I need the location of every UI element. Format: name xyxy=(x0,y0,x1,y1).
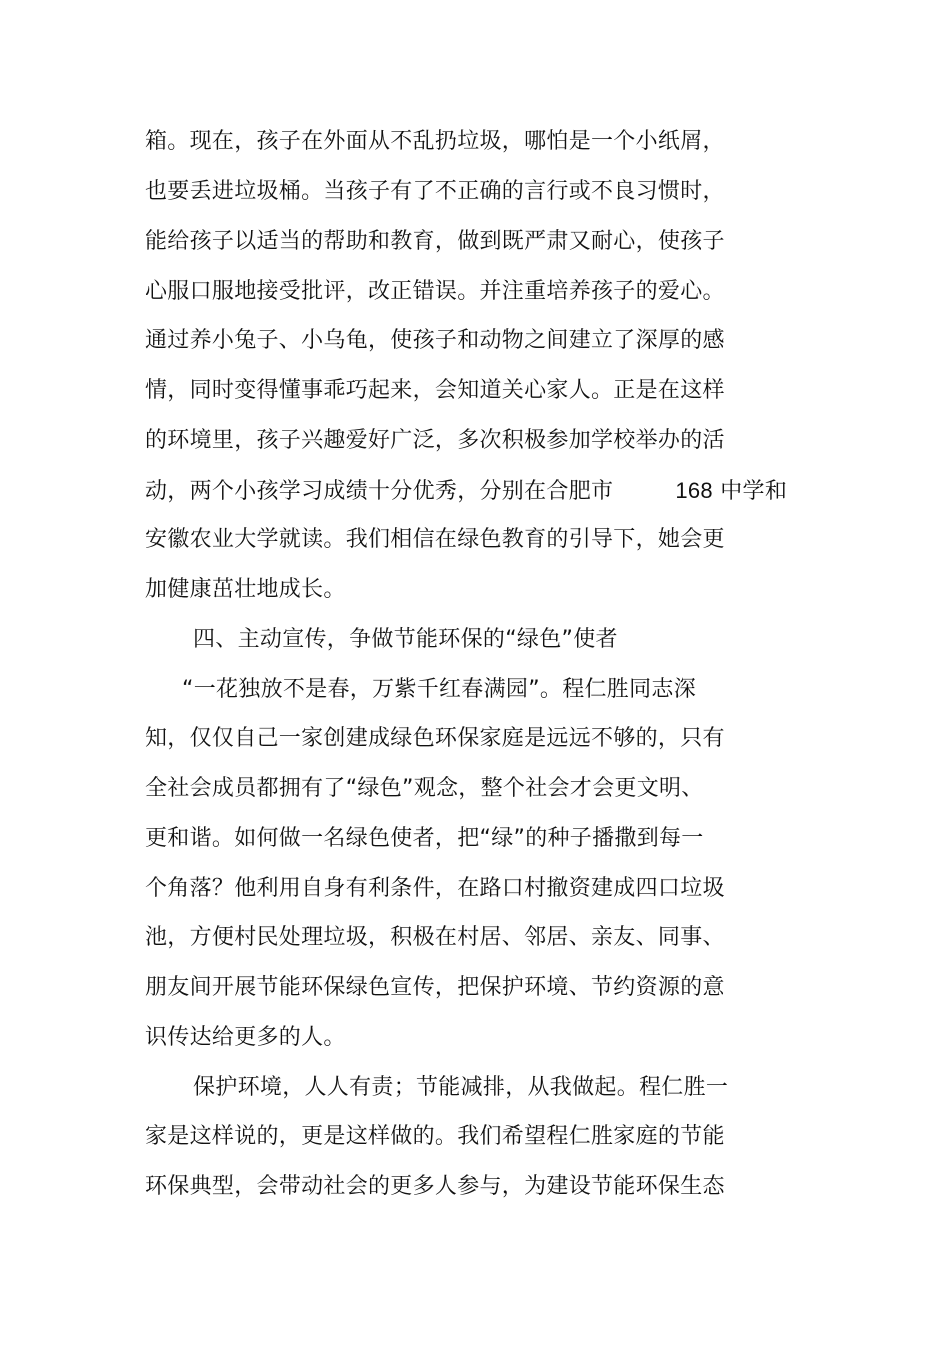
text-line-17: 池，方便村民处理垃圾，积极在村居、邻居、亲友、同事、 xyxy=(145,925,725,950)
text-line-5: 通过养小兔子、小乌龟，使孩子和动物之间建立了深厚的感 xyxy=(145,328,725,353)
text-line-8 xyxy=(145,476,787,507)
text-line-1: 箱。现在，孩子在外面从不乱扔垃圾，哪怕是一个小纸屑， xyxy=(145,129,725,154)
text-line-2: 也要丢进垃圾桶。当孩子有了不正确的言行或不良习惯时， xyxy=(145,179,725,204)
section-heading: 四、主动宣传，争做节能环保的“绿色”使者 xyxy=(193,627,618,652)
text-line-13: 知，仅仅自己一家创建成绿色环保家庭是远远不够的，只有 xyxy=(145,726,725,751)
text-line-21: 家是这样说的，更是这样做的。我们希望程仁胜家庭的节能 xyxy=(145,1124,725,1149)
text-line-16: 个角落？他利用自身有利条件，在路口村撤资建成四口垃圾 xyxy=(145,876,725,901)
text-line-20: 保护环境，人人有责；节能减排，从我做起。程仁胜一 xyxy=(193,1075,729,1100)
text-line-15: 更和谐。如何做一名绿色使者，把“绿”的种子播撒到每一 xyxy=(145,826,704,851)
text-line-14: 全社会成员都拥有了“绿色”观念，整个社会才会更文明、 xyxy=(145,776,704,801)
text-line-22: 环保典型，会带动社会的更多人参与，为建设节能环保生态 xyxy=(145,1174,725,1199)
text-line-9: 安徽农业大学就读。我们相信在绿色教育的引导下，她会更 xyxy=(145,527,725,552)
text-line-18: 朋友间开展节能环保绿色宣传，把保护环境、节约资源的意 xyxy=(145,975,725,1000)
school-number: 168 xyxy=(675,478,713,503)
text-line-12: “一花独放不是春，万紫千红春满园”。程仁胜同志深 xyxy=(182,677,696,702)
text-line-7: 的环境里，孩子兴趣爱好广泛，多次积极参加学校举办的活 xyxy=(145,428,725,453)
text-line-10: 加健康茁壮地成长。 xyxy=(145,577,346,602)
text-line-6: 情，同时变得懂事乖巧起来，会知道关心家人。正是在这样 xyxy=(145,378,725,403)
text-line-3: 能给孩子以适当的帮助和教育，做到既严肃又耐心，使孩子 xyxy=(145,229,725,254)
text-line-4: 心服口服地接受批评，改正错误。并注重培养孩子的爱心。 xyxy=(145,279,725,304)
text-line-19: 识传达给更多的人。 xyxy=(145,1025,346,1050)
text-line-8-tail: 中学和 xyxy=(720,479,788,504)
text-line-8-main: 动，两个小孩学习成绩十分优秀，分别在合肥市 xyxy=(145,479,614,504)
